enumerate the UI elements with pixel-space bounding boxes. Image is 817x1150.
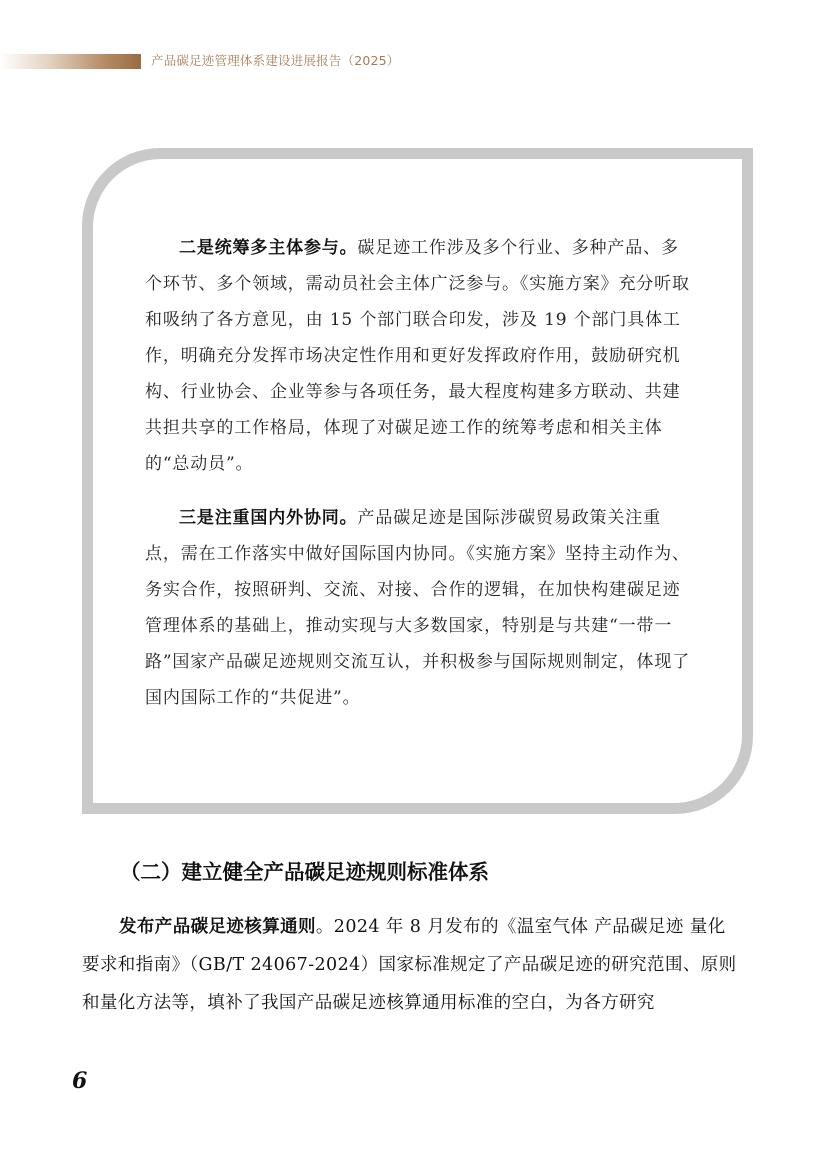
callout-paragraph-1-text: 碳足迹工作涉及多个行业、多种产品、多个环节、多个领域，需动员社会主体广泛参与。《实施方案》充分听取和吸纳了各方意见，由 15 个部门联合印发，涉及 19 个部门具体工作，明确充分发挥市场决定性作用和更好发挥政府作用，鼓励研究机构、行业协会、企业等参与各项任务，最大程度构建多方联动、共建共担共享的工作格局，体现了对碳足迹工作的统筹考虑和相关主体的“总动员”。 [145, 238, 690, 474]
callout-text [145, 230, 691, 734]
body-text [82, 908, 740, 1022]
callout-paragraph-2-text: 产品碳足迹是国际涉碳贸易政策关注重点，需在工作落实中做好国际国内协同。《实施方案》坚持主动作为、务实合作，按照研判、交流、对接、合作的逻辑，在加快构建碳足迹管理体系的基础上，推动实现与大多数国家，特别是与共建“一带一路”国家产品碳足迹规则交流互认，并积极参与国际规则制定，体现了国内国际工作的“共促进”。 [145, 508, 691, 708]
callout-paragraph-2-lead: 三是注重国内外协同。 [179, 508, 358, 528]
callout-paragraph-1-lead: 二是统筹多主体参与。 [179, 238, 358, 258]
callout-paragraph-2 [145, 500, 691, 716]
body-paragraph-text: 。2024 年 8 月发布的《温室气体 产品碳足迹 量化要求和指南》（GB/T 24067-2024）国家标准规定了产品碳足迹的研究范围、原则和量化方法等，填补了我国产品碳足迹核算通用标准的空白，为各方研究 [82, 917, 737, 1013]
header-accent-bar [0, 54, 141, 69]
body-paragraph-lead: 发布产品碳足迹核算通则 [119, 917, 316, 937]
page-number: 6 [72, 1068, 88, 1094]
running-header-title: 产品碳足迹管理体系建设进展报告（2025） [151, 53, 400, 68]
callout-paragraph-1 [145, 230, 691, 482]
section-heading: （二）建立健全产品碳足迹规则标准体系 [120, 860, 489, 884]
body-paragraph [82, 908, 740, 1022]
